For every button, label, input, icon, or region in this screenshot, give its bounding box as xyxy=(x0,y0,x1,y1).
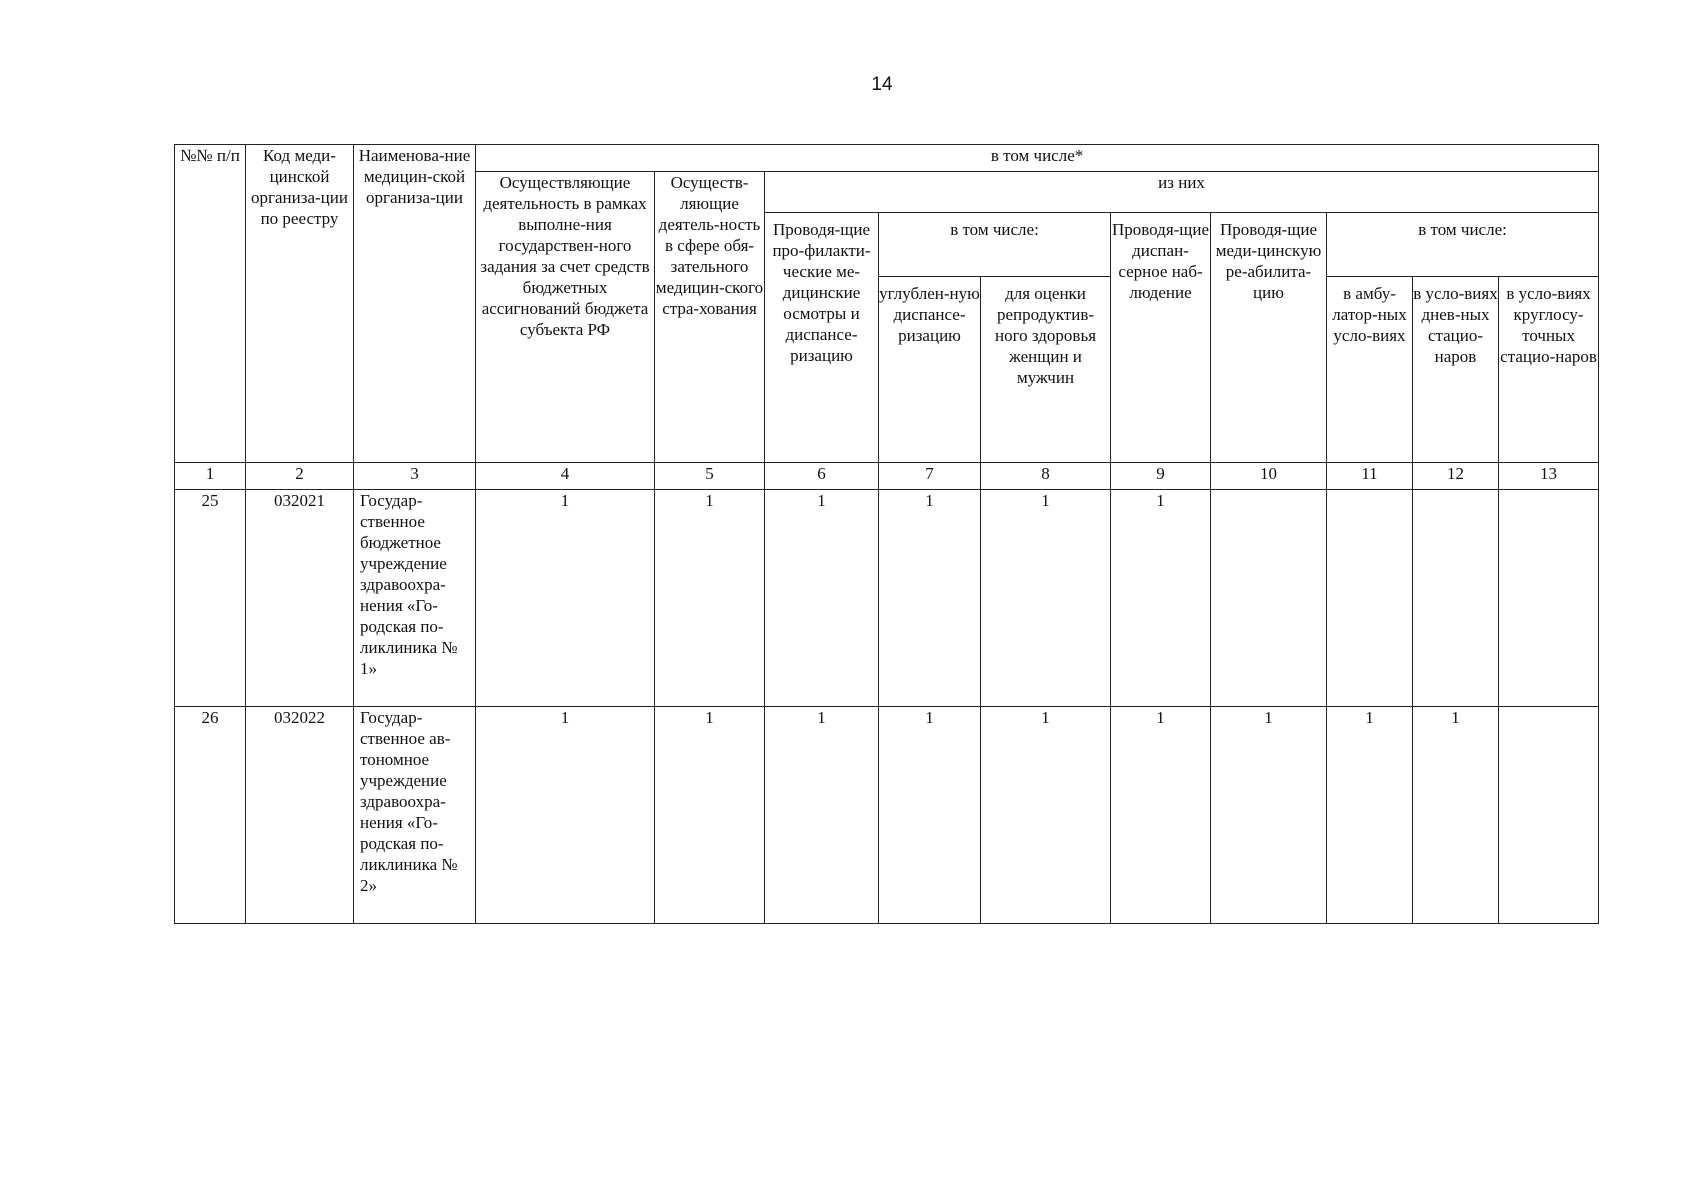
col-number: 2 xyxy=(246,463,354,490)
row-cell: 1 xyxy=(1211,707,1327,924)
col-number: 9 xyxy=(1111,463,1211,490)
header-code: Код меди-цинской организа-ции по реестру xyxy=(246,145,354,463)
row-cell: 1 xyxy=(879,707,981,924)
header-oms: Осуществ-ляющие деятель-ность в сфере обя-зательного медицин-ского стра-хования xyxy=(655,172,765,463)
row-cell: 1 xyxy=(1413,707,1499,924)
column-number-row xyxy=(175,463,1599,490)
row-cell xyxy=(1499,490,1599,707)
page-number: 14 xyxy=(871,74,893,95)
row-org-name: Государ-ственное бюджетное учреждение здравоохра-нения «Го-родская по-ликлиника № 1» xyxy=(354,490,476,707)
row-cell: 1 xyxy=(1111,490,1211,707)
header-in-depth: углублен-ную диспансе-ризацию xyxy=(879,277,981,463)
header-dispensary: Проводя-щие диспан-серное наб-людение xyxy=(1111,213,1211,463)
col-number: 12 xyxy=(1413,463,1499,490)
header-group-including: в том числе* xyxy=(476,145,1599,172)
row-cell xyxy=(1211,490,1327,707)
col-number: 5 xyxy=(655,463,765,490)
row-cell xyxy=(1413,490,1499,707)
document-table-wrapper xyxy=(174,144,1599,924)
header-state-task: Осуществляющие деятельность в рамках выполне-ния государствен-ного задания за счет средств бюджетных ассигнований бюджета субъекта РФ xyxy=(476,172,655,463)
row-cell: 1 xyxy=(981,490,1111,707)
row-cell: 1 xyxy=(1327,707,1413,924)
row-cell: 1 xyxy=(655,490,765,707)
col-number: 7 xyxy=(879,463,981,490)
header-round-clock: в усло-виях круглосу-точных стацио-наров xyxy=(1499,277,1599,463)
col-number: 1 xyxy=(175,463,246,490)
row-cell xyxy=(1327,490,1413,707)
row-cell: 1 xyxy=(655,707,765,924)
header-day-hospital: в усло-виях днев-ных стацио-наров xyxy=(1413,277,1499,463)
col-number: 6 xyxy=(765,463,879,490)
header-prophylactic: Проводя-щие про-филакти-ческие ме-дицинские осмотры и диспансе-ризацию xyxy=(765,213,879,463)
header-rehabilitation: Проводя-щие меди-цинскую ре-абилита-цию xyxy=(1211,213,1327,463)
header-group-of-them: из них xyxy=(765,172,1599,213)
medical-organizations-table xyxy=(174,144,1599,924)
header-num: №№ п/п xyxy=(175,145,246,463)
table-row xyxy=(175,490,1599,707)
col-number: 11 xyxy=(1327,463,1413,490)
row-code: 032022 xyxy=(246,707,354,924)
header-name: Наименова-ние медицин-ской организа-ции xyxy=(354,145,476,463)
row-num: 26 xyxy=(175,707,246,924)
row-cell: 1 xyxy=(476,490,655,707)
row-code: 032021 xyxy=(246,490,354,707)
header-outpatient: в амбу-латор-ных усло-виях xyxy=(1327,277,1413,463)
row-cell: 1 xyxy=(879,490,981,707)
header-group-including-1: в том числе: xyxy=(879,213,1111,277)
col-number: 13 xyxy=(1499,463,1599,490)
col-number: 10 xyxy=(1211,463,1327,490)
col-number: 8 xyxy=(981,463,1111,490)
col-number: 4 xyxy=(476,463,655,490)
row-cell: 1 xyxy=(1111,707,1211,924)
header-group-including-2: в том числе: xyxy=(1327,213,1599,277)
row-cell: 1 xyxy=(765,490,879,707)
row-cell: 1 xyxy=(765,707,879,924)
col-number: 3 xyxy=(354,463,476,490)
row-org-name: Государ-ственное ав-тономное учреждение здравоохра-нения «Го-родская по-ликлиника № 2» xyxy=(354,707,476,924)
table-row xyxy=(175,707,1599,924)
row-num: 25 xyxy=(175,490,246,707)
row-cell: 1 xyxy=(476,707,655,924)
row-cell xyxy=(1499,707,1599,924)
header-reproductive: для оценки репродуктив-ного здоровья женщин и мужчин xyxy=(981,277,1111,463)
row-cell: 1 xyxy=(981,707,1111,924)
